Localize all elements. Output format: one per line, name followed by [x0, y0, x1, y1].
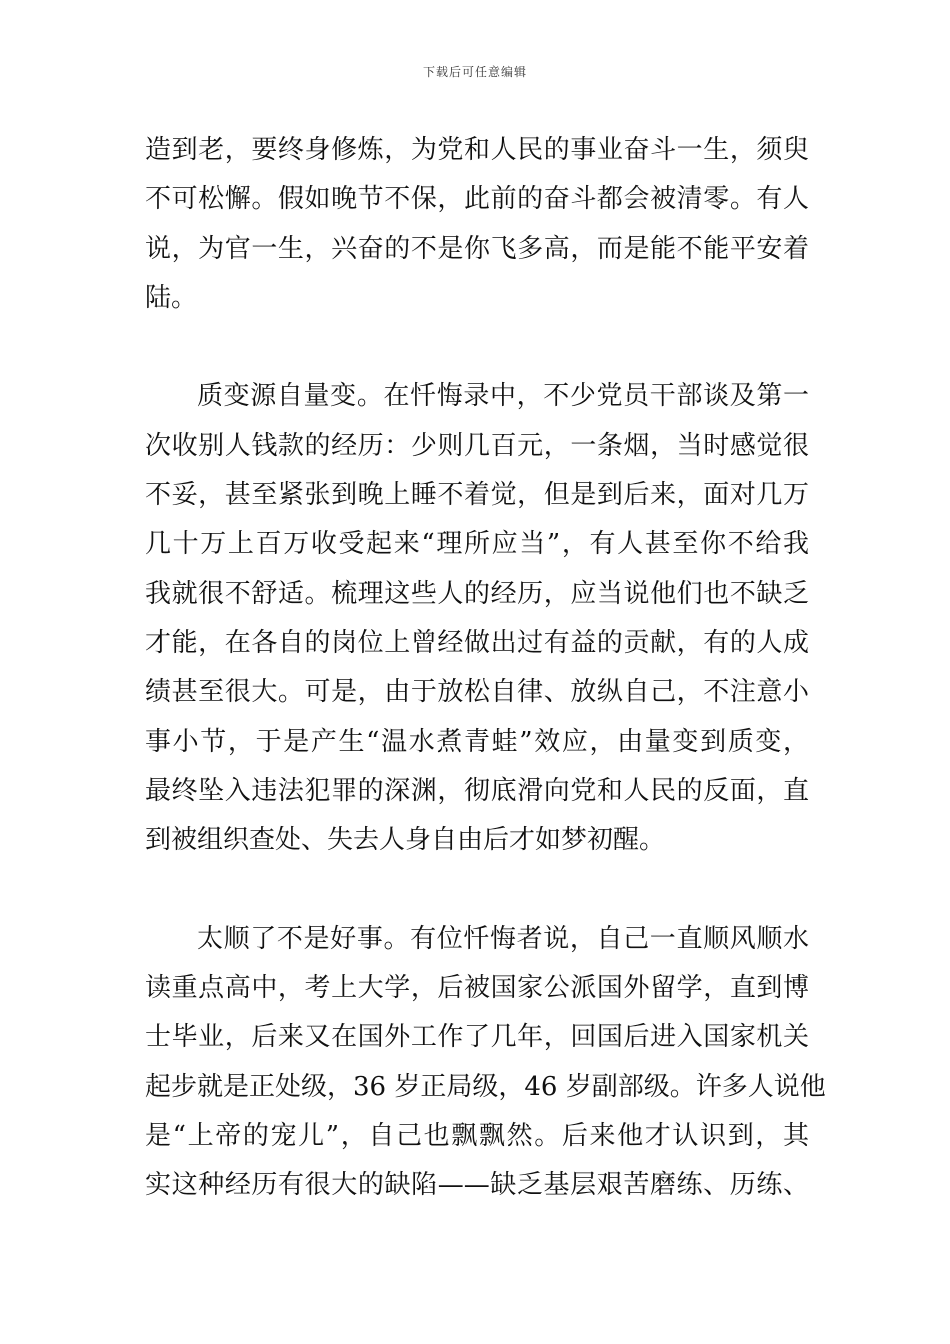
- text-line: 太顺了不是好事。有位忏悔者说，自己一直顺风顺水: [197, 923, 809, 954]
- text-line: 不可松懈。假如晚节不保，此前的奋斗都会被清零。有人: [145, 184, 809, 215]
- paragraph-2: [145, 372, 809, 865]
- text-line: 几十万上百万收受起来“理所应当”，有人甚至你不给我: [145, 529, 809, 560]
- text-line: 是“上帝的宠儿”，自己也飘飘然。后来他才认识到，其: [145, 1120, 809, 1151]
- paragraph-3: [145, 915, 826, 1211]
- text-line: 读重点高中，考上大学，后被国家公派国外留学，直到博: [145, 973, 809, 1004]
- page-header: 下载后可任意编辑: [422, 65, 527, 79]
- text-line: 起步就是正处级，36 岁正局级，46 岁副部级。许多人说他: [145, 1071, 826, 1102]
- text-line: 我就很不舒适。梳理这些人的经历，应当说他们也不缺乏: [145, 578, 809, 609]
- text-line: 绩甚至很大。可是，由于放松自律、放纵自己，不注意小: [145, 677, 809, 708]
- text-line: 不妥，甚至紧张到晚上睡不着觉，但是到后来，面对几万: [145, 480, 809, 511]
- text-line: 说，为官一生，兴奋的不是你飞多高，而是能不能平安着: [145, 233, 809, 264]
- text-line: 陆。: [145, 282, 198, 313]
- text-line: 才能，在各自的岗位上曾经做出过有益的贡献，有的人成: [145, 627, 809, 658]
- document-body: [145, 126, 826, 1211]
- text-line: 实这种经历有很大的缺陷——缺乏基层艰苦磨练、历练、: [145, 1170, 809, 1201]
- text-line: 到被组织查处、失去人身自由后才如梦初醒。: [145, 825, 666, 856]
- paragraph-spacer: [145, 323, 809, 372]
- text-line: 士毕业，后来又在国外工作了几年，回国后进入国家机关: [145, 1022, 809, 1053]
- text-line: 质变源自量变。在忏悔录中，不少党员干部谈及第一: [197, 381, 809, 412]
- text-line: 造到老，要终身修炼，为党和人民的事业奋斗一生，须臾: [145, 135, 809, 165]
- text-line: 最终坠入违法犯罪的深渊，彻底滑向党和人民的反面，直: [145, 775, 809, 806]
- text-line: 次收别人钱款的经历：少则几百元，一条烟，当时感觉很: [145, 430, 809, 461]
- paragraph-spacer: [145, 865, 809, 914]
- text-line: 事小节，于是产生“温水煮青蛙”效应，由量变到质变，: [145, 726, 809, 757]
- paragraph-1: [145, 126, 809, 323]
